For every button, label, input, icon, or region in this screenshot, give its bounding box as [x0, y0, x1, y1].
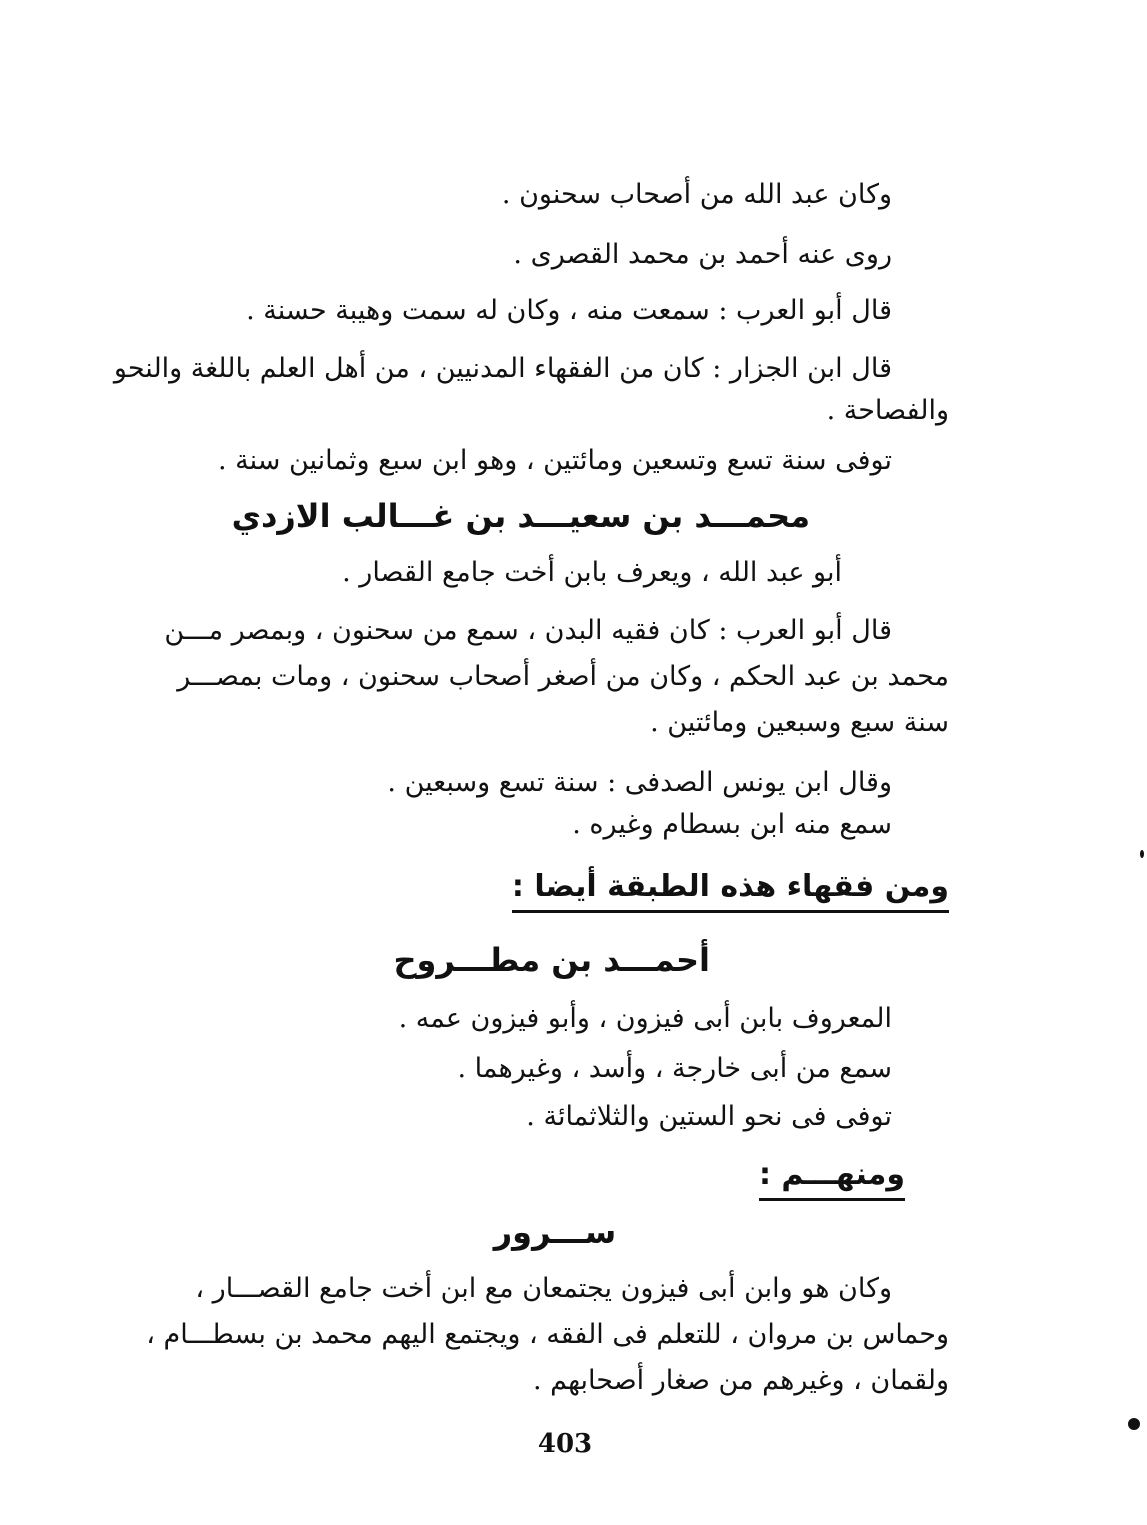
section-heading: ومن فقهاء هذه الطبقة أيضا : — [512, 866, 949, 913]
section-heading: ومنهـــم : — [759, 1154, 905, 1201]
text-line: محمد بن عبد الحكم ، وكان من أصغر أصحاب سحنون ، ومات بمصـــر — [177, 661, 949, 692]
text-line: قال أبو العرب : كان فقيه البدن ، سمع من سحنون ، وبمصر مـــن — [164, 615, 892, 646]
text-line: سمع من أبى خارجة ، وأسد ، وغيرهما . — [457, 1053, 892, 1084]
text-line: والفصاحة . — [826, 395, 949, 426]
page-number: 403 — [537, 1429, 593, 1459]
text-line: أبو عبد الله ، ويعرف بابن أخت جامع القصار . — [342, 557, 842, 588]
text-line: روى عنه أحمد بن محمد القصرى . — [513, 239, 892, 270]
text-line: سنة سبع وسبعين ومائتين . — [650, 707, 949, 738]
text-line: سمع منه ابن بسطام وغيره . — [572, 809, 892, 840]
text-line: توفى فى نحو الستين والثلاثمائة . — [526, 1101, 892, 1132]
text-line: وكان هو وابن أبى فيزون يجتمعان مع ابن أخت جامع القصـــار ، — [195, 1273, 892, 1304]
text-line: المعروف بابن أبى فيزون ، وأبو فيزون عمه . — [398, 1003, 892, 1034]
text-line: وكان عبد الله من أصحاب سحنون . — [501, 179, 892, 210]
text-line: وقال ابن يونس الصدفى : سنة تسع وسبعين . — [387, 767, 892, 798]
text-line: قال أبو العرب : سمعت منه ، وكان له سمت وهيبة حسنة . — [246, 295, 892, 326]
ink-spot — [1140, 850, 1144, 858]
ink-spot — [1128, 1418, 1140, 1430]
text-line: قال ابن الجزار : كان من الفقهاء المدنيين ، من أهل العلم باللغة والنحو — [113, 353, 892, 384]
biography-heading: أحمـــد بن مطـــروح — [393, 941, 710, 979]
biography-heading: ســـرور — [493, 1213, 617, 1251]
text-line: ولقمان ، وغيرهم من صغار أصحابهم . — [532, 1365, 949, 1396]
text-line: وحماس بن مروان ، للتعلم فى الفقه ، ويجتمع اليهم محمد بن بسطـــام ، — [146, 1319, 949, 1350]
biography-heading: محمـــد بن سعيـــد بن غـــالب الازدي — [231, 497, 810, 535]
text-line: توفى سنة تسع وتسعين ومائتين ، وهو ابن سبع وثمانين سنة . — [217, 445, 892, 476]
